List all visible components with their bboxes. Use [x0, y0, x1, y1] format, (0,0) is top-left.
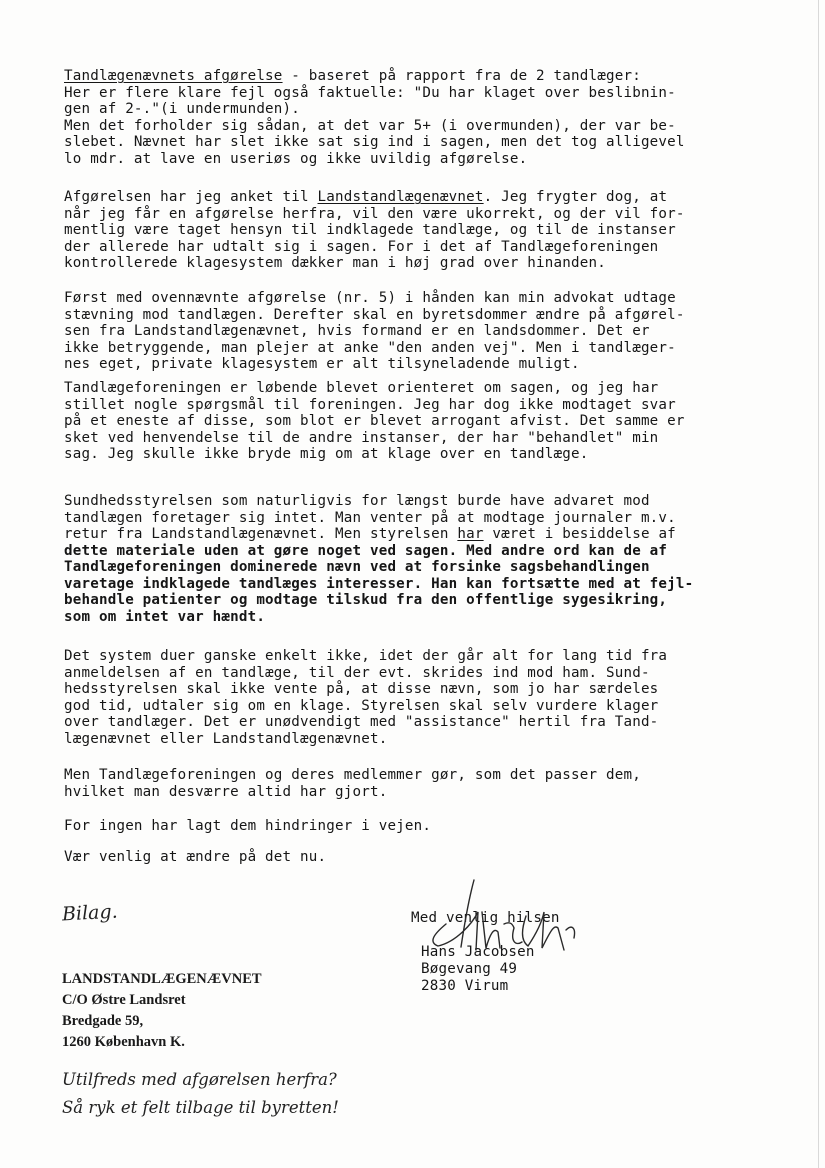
recipient-line-4: 1260 København K. [62, 1034, 185, 1050]
text-line [64, 648, 667, 665]
attachment-note: Bilag. [61, 900, 119, 926]
text-line [64, 510, 693, 527]
text-span: slebet. Nævnet har slet ikke sat sig ind i sagen, men det tog alligevel [64, 134, 685, 150]
text-span: Tandlægeforeningen dominerede nævn ved at forsinke sagsbehandlingen [64, 559, 650, 575]
text-span: hvilket man desværre altid har gjort. [64, 783, 388, 800]
paragraph-9 [64, 849, 326, 866]
text-line [64, 665, 667, 682]
text-span: For ingen har lagt dem hindringer i vejen. [64, 818, 432, 834]
text-span: som om intet var hændt. [64, 608, 266, 625]
text-line [64, 446, 685, 463]
text-line [64, 714, 667, 731]
paragraph-4 [64, 380, 685, 463]
text-line [64, 784, 641, 801]
handwritten-signature [416, 872, 586, 972]
text-span: nes eget, private klagesystem er alt tilsyneladende muligt. [64, 356, 580, 372]
text-span: Vær venlig at ændre på det nu. [64, 849, 327, 865]
text-span: Først med ovennævnte afgørelse (nr. 5) i hånden kan min advokat udtage [64, 290, 676, 306]
text-line [64, 559, 693, 576]
paragraph-5 [64, 493, 693, 625]
text-span: været i besiddelse af [483, 526, 676, 542]
text-span: når jeg får en afgørelse herfra, vil den være ukorrekt, og der vil for- [64, 205, 685, 222]
text-span: behandle patienter og modtage tilskud fra den offentlige sygesikring, [64, 592, 668, 608]
text-span: Sundhedsstyrelsen som naturligvis for længst burde have advaret mod [64, 493, 650, 509]
paragraph-2 [64, 189, 685, 272]
text-span: sen fra Landstandlægenævnet, hvis formand er en landsdommer. Det er [64, 323, 650, 339]
text-span: gen af 2-."(i undermunden). [64, 101, 301, 117]
text-span: tandlægen foretager sig intet. Man venter på at modtage journaler m.v. [64, 509, 676, 526]
text-span: Men det forholder sig sådan, at det var 5+ (i overmunden), der var be- [64, 117, 676, 134]
text-span: over tandlæger. Det er unødvendigt med "assistance" hertil fra Tand- [64, 714, 659, 730]
text-line [64, 430, 685, 447]
recipient-line-3: Bredgade 59, [62, 1013, 144, 1029]
text-span: Her er flere klare fejl også faktuelle: "Du har klaget over beslibnin- [64, 84, 676, 101]
text-span: stævning mod tandlægen. Derefter skal en byretsdommer ændre på afgørel- [64, 306, 685, 323]
paragraph-1 [64, 68, 685, 167]
signer-street: Bøgevang 49 [421, 961, 518, 977]
text-span: Afgørelsen har jeg anket til [64, 189, 318, 205]
text-line [64, 151, 685, 168]
text-line [64, 118, 685, 135]
text-span: der allerede har udtalt sig i sagen. For i det af Tandlægeforeningen [64, 238, 659, 255]
text-line [64, 592, 693, 609]
text-line [64, 222, 685, 239]
text-line [64, 323, 685, 340]
text-line [64, 543, 693, 560]
handwritten-note-line-2: Så ryk et felt tilbage til byretten! [62, 1098, 339, 1117]
recipient-address [62, 969, 262, 1053]
handwritten-note-line-1: Utilfreds med afgørelsen herfra? [62, 1070, 337, 1089]
text-line [64, 818, 431, 835]
text-line [64, 189, 685, 206]
text-span: anmeldelsen af en tandlæge, til der evt. skrides ind mod ham. Sund- [64, 664, 650, 681]
text-line [64, 526, 693, 543]
text-span: god tid, udtaler sig om en klage. Styrelsen skal selv vurdere klager [64, 697, 659, 714]
text-span: varetage indklagede tandlæges interesser. Han kan fortsætte med at fejl- [64, 575, 694, 592]
text-line [64, 731, 667, 748]
text-span: ikke betryggende, man plejer at anke "den anden vej". Men i tandlæger- [64, 339, 676, 356]
page-edge [818, 0, 819, 1168]
text-line [64, 255, 685, 272]
text-line [64, 698, 667, 715]
handwritten-note [62, 1066, 339, 1122]
text-span: mentlig være taget hensyn til indklagede tandlæge, og til de instanser [64, 222, 676, 238]
text-line [64, 576, 693, 593]
text-span: Men Tandlægeforeningen og deres medlemmer gør, som det passer dem, [64, 767, 641, 783]
underlined-text: Landstandlægenævnet [317, 189, 484, 205]
closing-greeting: Med venlig hilsen [411, 910, 560, 926]
text-line [64, 397, 685, 414]
text-line [64, 101, 685, 118]
text-line [64, 380, 685, 397]
text-span: på et eneste af disse, som blot er blevet arrogant afvist. Det samme er [64, 413, 685, 429]
paragraph-3 [64, 290, 685, 373]
paragraph-8 [64, 818, 431, 835]
text-line [64, 493, 693, 510]
text-span: sket ved henvendelse til de andre instanser, der har "behandlet" min [64, 429, 659, 446]
text-span: retur fra Landstandlægenævnet. Men styrelsen [64, 526, 458, 542]
paragraph-6 [64, 648, 667, 747]
text-span: - baseret på rapport fra de 2 tandlæger: [282, 68, 641, 84]
text-line [64, 134, 685, 151]
text-span: sag. Jeg skulle ikke bryde mig om at klage over en tandlæge. [64, 446, 589, 462]
text-line [64, 340, 685, 357]
text-span: dette materiale uden at gøre noget ved sagen. Med andre ord kan de af [64, 542, 668, 559]
text-line [64, 290, 685, 307]
text-span: stillet nogle spørgsmål til foreningen. Jeg har dog ikke modtaget svar [64, 396, 676, 413]
text-line [64, 849, 326, 866]
recipient-line-2: C/O Østre Landsret [62, 992, 186, 1008]
text-span: lo mdr. at lave en useriøs og ikke uvildig afgørelse. [64, 150, 528, 167]
signer-city: 2830 Virum [421, 978, 509, 994]
text-line [64, 681, 667, 698]
text-line [64, 206, 685, 223]
text-span: hedsstyrelsen skal ikke vente på, at disse nævn, som jo har særdeles [64, 681, 659, 697]
underlined-text: Tandlægenævnets afgørelse [64, 68, 283, 84]
text-line [64, 68, 685, 85]
text-line [64, 239, 685, 256]
underlined-text: har [457, 526, 484, 542]
text-line [64, 767, 641, 784]
text-span: lægenævnet eller Landstandlægenævnet. [64, 730, 388, 747]
text-line [64, 609, 693, 626]
signer-name: Hans Jacobsen [421, 944, 535, 960]
text-line [64, 356, 685, 373]
text-span: Det system duer ganske enkelt ikke, idet der går alt for lang tid fra [64, 648, 668, 664]
text-span: Tandlægeforeningen er løbende blevet orienteret om sagen, og jeg har [64, 380, 659, 396]
recipient-line-1: LANDSTANDLÆGENÆVNET [62, 971, 262, 987]
text-line [64, 85, 685, 102]
text-line [64, 413, 685, 430]
paragraph-7 [64, 767, 641, 800]
text-span: . Jeg frygter dog, at [483, 189, 668, 205]
text-line [64, 307, 685, 324]
text-span: kontrollerede klagesystem dækker man i høj grad over hinanden. [64, 255, 606, 271]
